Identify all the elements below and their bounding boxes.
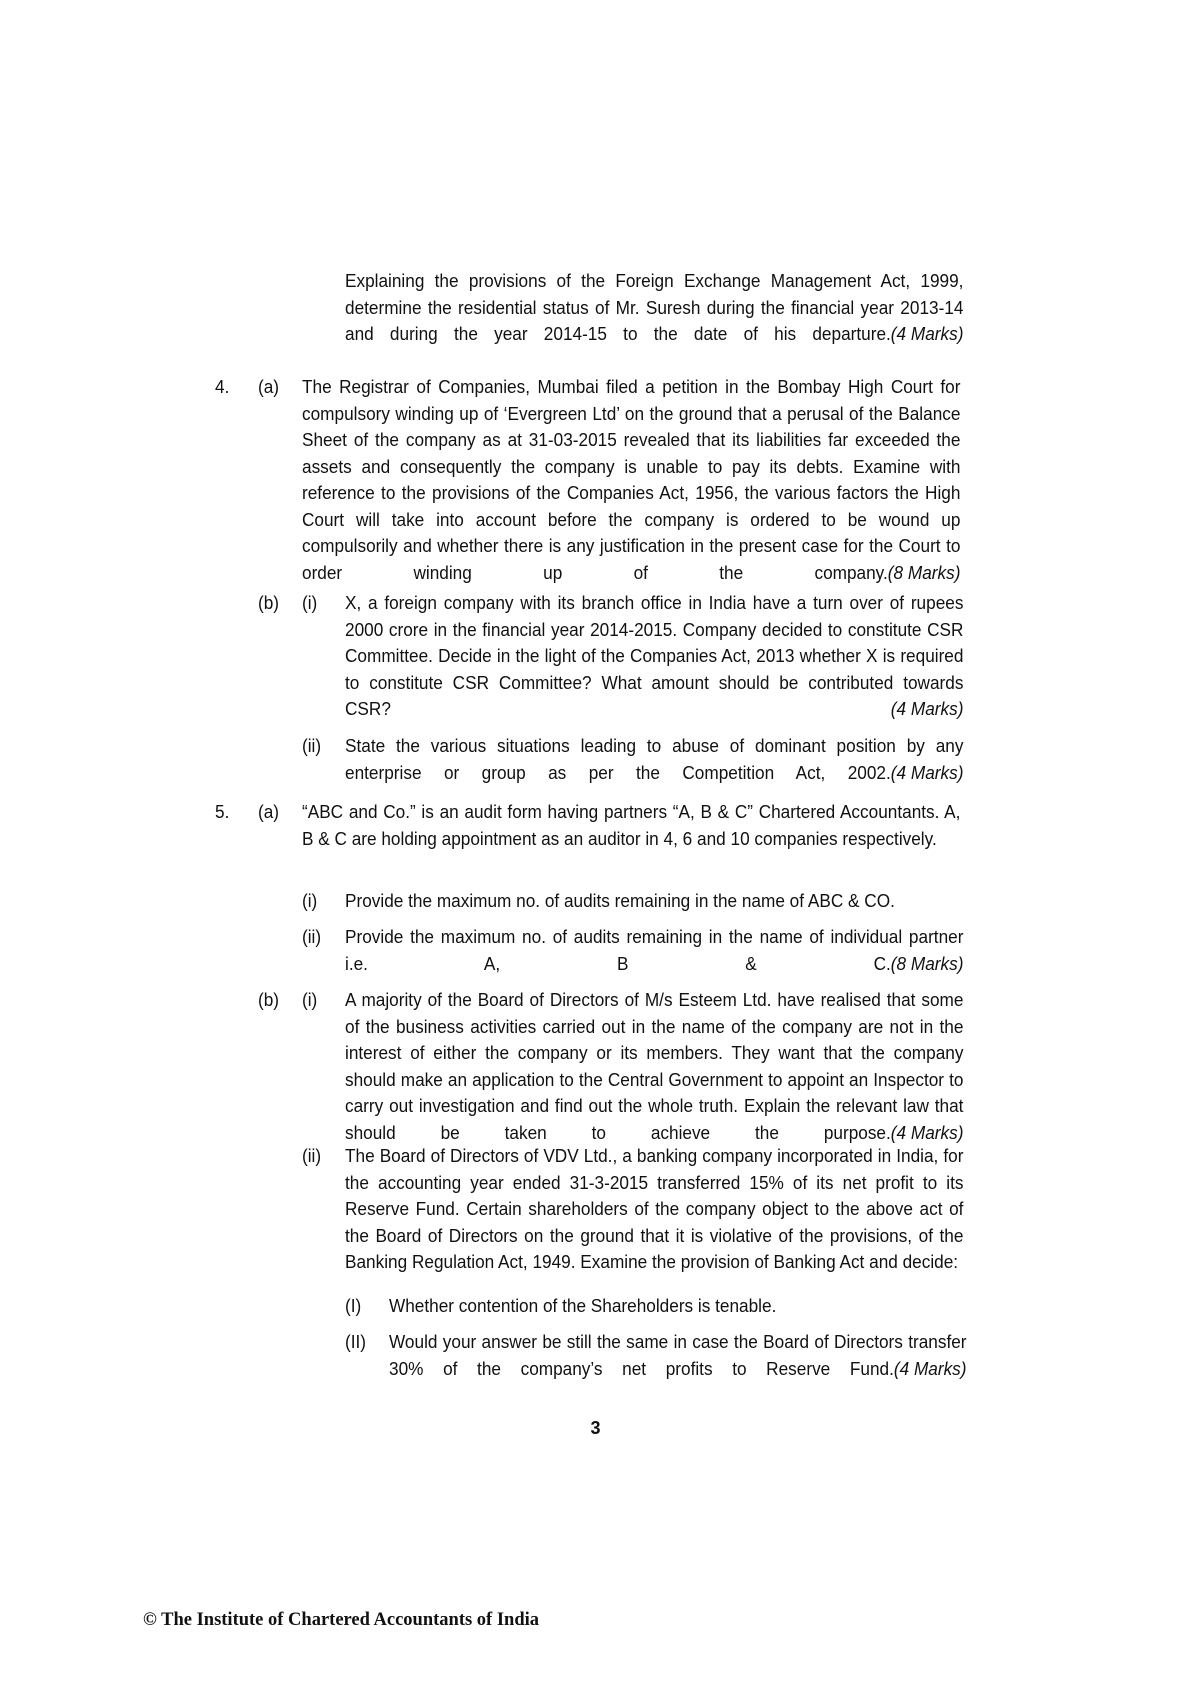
q5b-ii-II-paragraph <box>389 1329 967 1409</box>
q4a-marks: (8 Marks) <box>887 561 961 583</box>
q5a-ii-label: (ii) <box>302 926 322 947</box>
q5b-i-marks: (4 Marks) <box>890 1121 964 1143</box>
q4b-label: (b) <box>258 592 280 613</box>
q5b-ii-I-label: (I) <box>345 1295 362 1316</box>
q5a-i-text: Provide the maximum no. of audits remaining in the name of ABC & CO. <box>345 890 895 911</box>
q4a-text: The Registrar of Companies, Mumbai filed a petition in the Bombay High Court for compulsory winding up of ‘Evergreen Ltd’ on the ground that a perusal of the Balance Sheet of the company as at 31-03-2015 revealed that its liabilities far exceeded the assets and consequently the company is unable to pay its debts. Examine with reference to the provisions of the Companies Act, 1956, the various factors the High Court will take into account before the company is ordered to be wound up compulsorily and whether there is any justification in the present case for the Court to order winding up of the company. <box>302 376 961 583</box>
q5b-ii-II-label: (II) <box>345 1331 367 1352</box>
q5a-paragraph <box>302 799 960 852</box>
q5a-ii-marks: (8 Marks) <box>890 952 964 974</box>
q5a-label: (a) <box>258 801 280 822</box>
q5-number: 5. <box>215 801 230 822</box>
q4a-label: (a) <box>258 376 280 397</box>
page-number: 3 <box>590 1418 601 1438</box>
q5b-i-label: (i) <box>302 989 318 1010</box>
q4-number: 4. <box>215 376 230 397</box>
q4a-paragraph <box>302 374 960 613</box>
intro-paragraph <box>345 268 963 374</box>
intro-text: Explaining the provisions of the Foreign Exchange Management Act, 1999, determine the residential status of Mr. Suresh during the financial year 2013-14 and during the year 2014-15 to the date of his departure. <box>345 270 964 344</box>
q5a-text: “ABC and Co.” is an audit form having partners “A, B & C” Chartered Accountants. A, B & C are holding appointment as an auditor in 4, 6 and 10 companies respectively. <box>302 801 961 849</box>
q5a-ii-text: Provide the maximum no. of audits remaining in the name of individual partner i.e. A, B & C. <box>345 926 964 974</box>
q4b-ii-label: (ii) <box>302 735 322 756</box>
q5b-i-text: A majority of the Board of Directors of M/s Esteem Ltd. have realised that some of the business activities carried out in the name of the company are not in the interest of either the company or its members. They want that the company should make an application to the Central Government to appoint an Inspector to carry out investigation and find out the whole truth. Explain the relevant law that should be taken to achieve the purpose. <box>345 989 964 1143</box>
q5b-label: (b) <box>258 989 280 1010</box>
q5b-ii-paragraph <box>345 1143 963 1276</box>
q4b-ii-marks: (4 Marks) <box>890 761 964 783</box>
q5a-i-label: (i) <box>302 890 318 911</box>
footer-copyright: © The Institute of Chartered Accountants of India <box>143 1610 540 1630</box>
q4b-i-paragraph <box>345 590 963 749</box>
q4b-i-text: X, a foreign company with its branch office in India have a turn over of rupees 2000 crore in the financial year 2014-2015. Company decided to constitute CSR Committee. Decide in the light of the Companies Act, 2013 whether X is required to constitute CSR Committee? What amount should be contributed towards CSR? <box>345 592 964 719</box>
q4b-ii-text: State the various situations leading to abuse of dominant position by any enterprise or group as per the Competition Act, 2002. <box>345 735 964 783</box>
q5b-ii-text: The Board of Directors of VDV Ltd., a banking company incorporated in India, for the accounting year ended 31-3-2015 transferred 15% of its net profit to its Reserve Fund. Certain shareholders of the company object to the above act of the Board of Directors on the ground that it is violative of the provisions, of the Banking Regulation Act, 1949. Examine the provision of Banking Act and decide: <box>345 1145 964 1272</box>
intro-marks: (4 Marks) <box>890 323 964 344</box>
q5b-ii-I-paragraph <box>389 1293 967 1320</box>
q5b-ii-label: (ii) <box>302 1145 322 1166</box>
q4b-i-marks: (4 Marks) <box>890 698 964 719</box>
q4b-i-label: (i) <box>302 592 318 613</box>
q5b-ii-I-text: Whether contention of the Shareholders is tenable. <box>389 1295 777 1316</box>
q5b-ii-II-marks: (4 Marks) <box>893 1357 967 1379</box>
q5a-i-paragraph <box>345 888 963 915</box>
q5b-ii-II-text: Would your answer be still the same in case the Board of Directors transfer 30% of the company’s net profits to Reserve Fund. <box>389 1331 967 1379</box>
